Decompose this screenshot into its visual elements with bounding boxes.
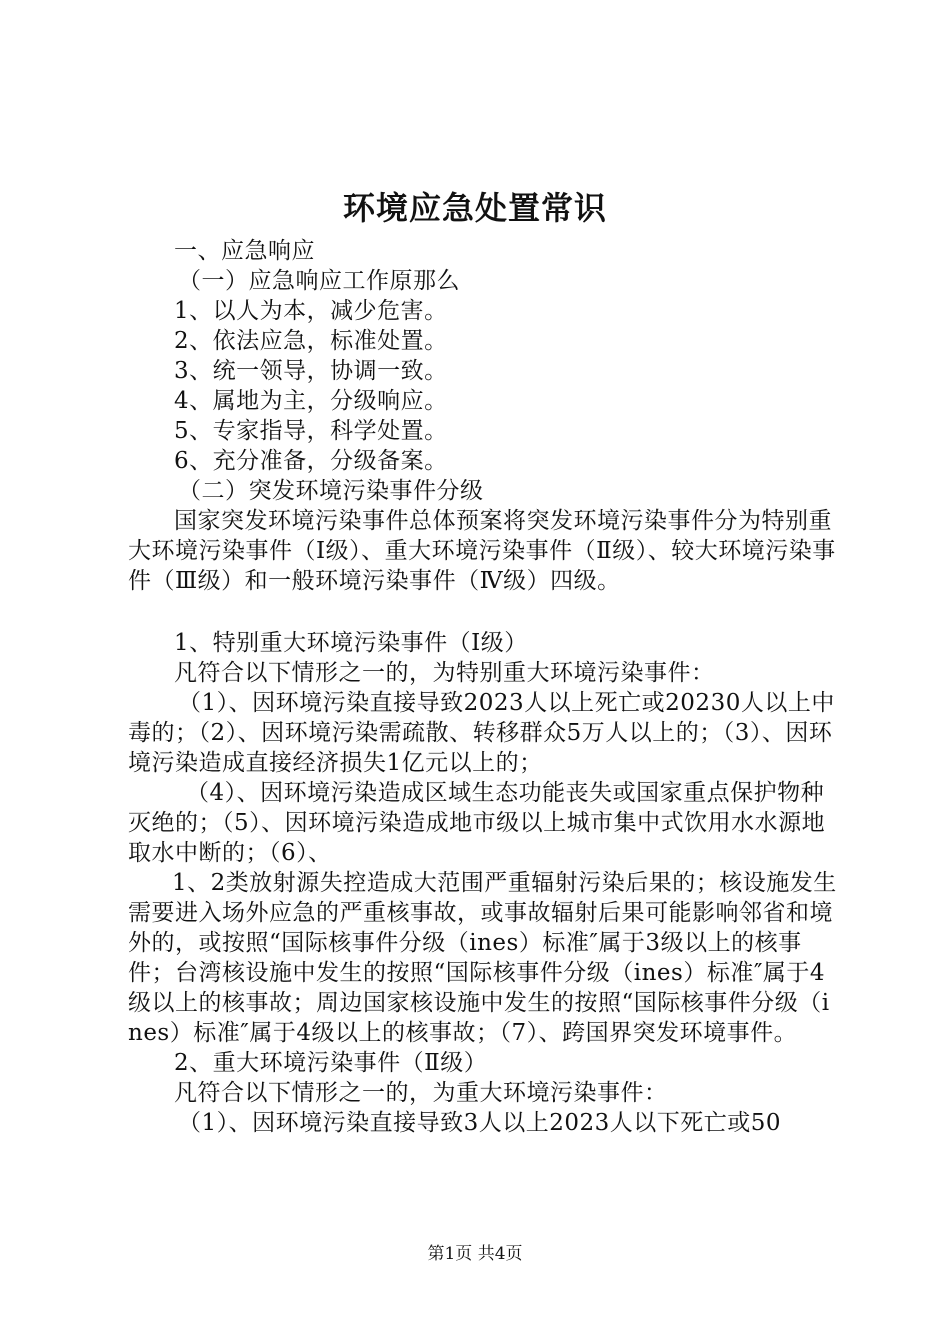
body-paragraph: 国家突发环境污染事件总体预案将突发环境污染事件分为特别重大环境污染事件（Ⅰ级）、重大环境污染事件（Ⅱ级）、较大环境污染事件（Ⅲ级）和一般环境污染事件（Ⅳ级）四级。	[128, 508, 836, 594]
body-paragraph: 凡符合以下情形之一的，为特别重大环境污染事件：	[174, 660, 715, 686]
list-item: 4、属地为主，分级响应。	[174, 388, 448, 414]
body-paragraph: （1）、因环境污染直接导致2023人以上死亡或20230人以上中毒的；（2）、因环境污染需疏散、转移群众5万人以上的；（3）、因环境污染造成直接经济损失1亿元以上的；	[128, 690, 835, 776]
document-title: 环境应急处置常识	[342, 189, 607, 227]
page-footer: 第1页 共4页	[427, 1244, 523, 1264]
list-item: 6、充分准备，分级备案。	[174, 448, 448, 474]
body-paragraph: 1、2类放射源失控造成大范围严重辐射污染后果的；核设施发生需要进入场外应急的严重核事故，或事故辐射后果可能影响邻省和境外的，或按照“国际核事件分级（ines）标准″属于3级以上的核事件；台湾核设施中发生的按照“国际核事件分级（ines）标准″属于4级以上的核事故；周边国家核设施中发生的按照“国际核事件分级（ines）标准″属于4级以上的核事故；（7）、跨国界突发环境事件。	[128, 870, 837, 1046]
list-item: 5、专家指导，科学处置。	[174, 418, 448, 444]
level-heading: 2、重大环境污染事件（Ⅱ级）	[174, 1050, 488, 1076]
subsection-heading: （二）突发环境污染事件分级	[178, 478, 484, 504]
list-item: 2、依法应急，标准处置。	[174, 328, 448, 354]
level-heading: 1、特别重大环境污染事件（Ⅰ级）	[174, 630, 528, 656]
subsection-heading: （一）应急响应工作原那么	[178, 268, 460, 294]
body-paragraph: （4）、因环境污染造成区域生态功能丧失或国家重点保护物种灭绝的；（5）、因环境污染造成地市级以上城市集中式饮用水水源地取水中断的；（6）、	[128, 780, 826, 866]
document-body	[128, 236, 840, 1138]
body-paragraph: （1）、因环境污染直接导致3人以上2023人以下死亡或50	[178, 1110, 782, 1136]
section-heading: 一、应急响应	[174, 238, 315, 264]
body-paragraph: 凡符合以下情形之一的，为重大环境污染事件：	[174, 1080, 668, 1106]
list-item: 3、统一领导，协调一致。	[174, 358, 448, 384]
list-item: 1、以人为本，减少危害。	[174, 298, 448, 324]
